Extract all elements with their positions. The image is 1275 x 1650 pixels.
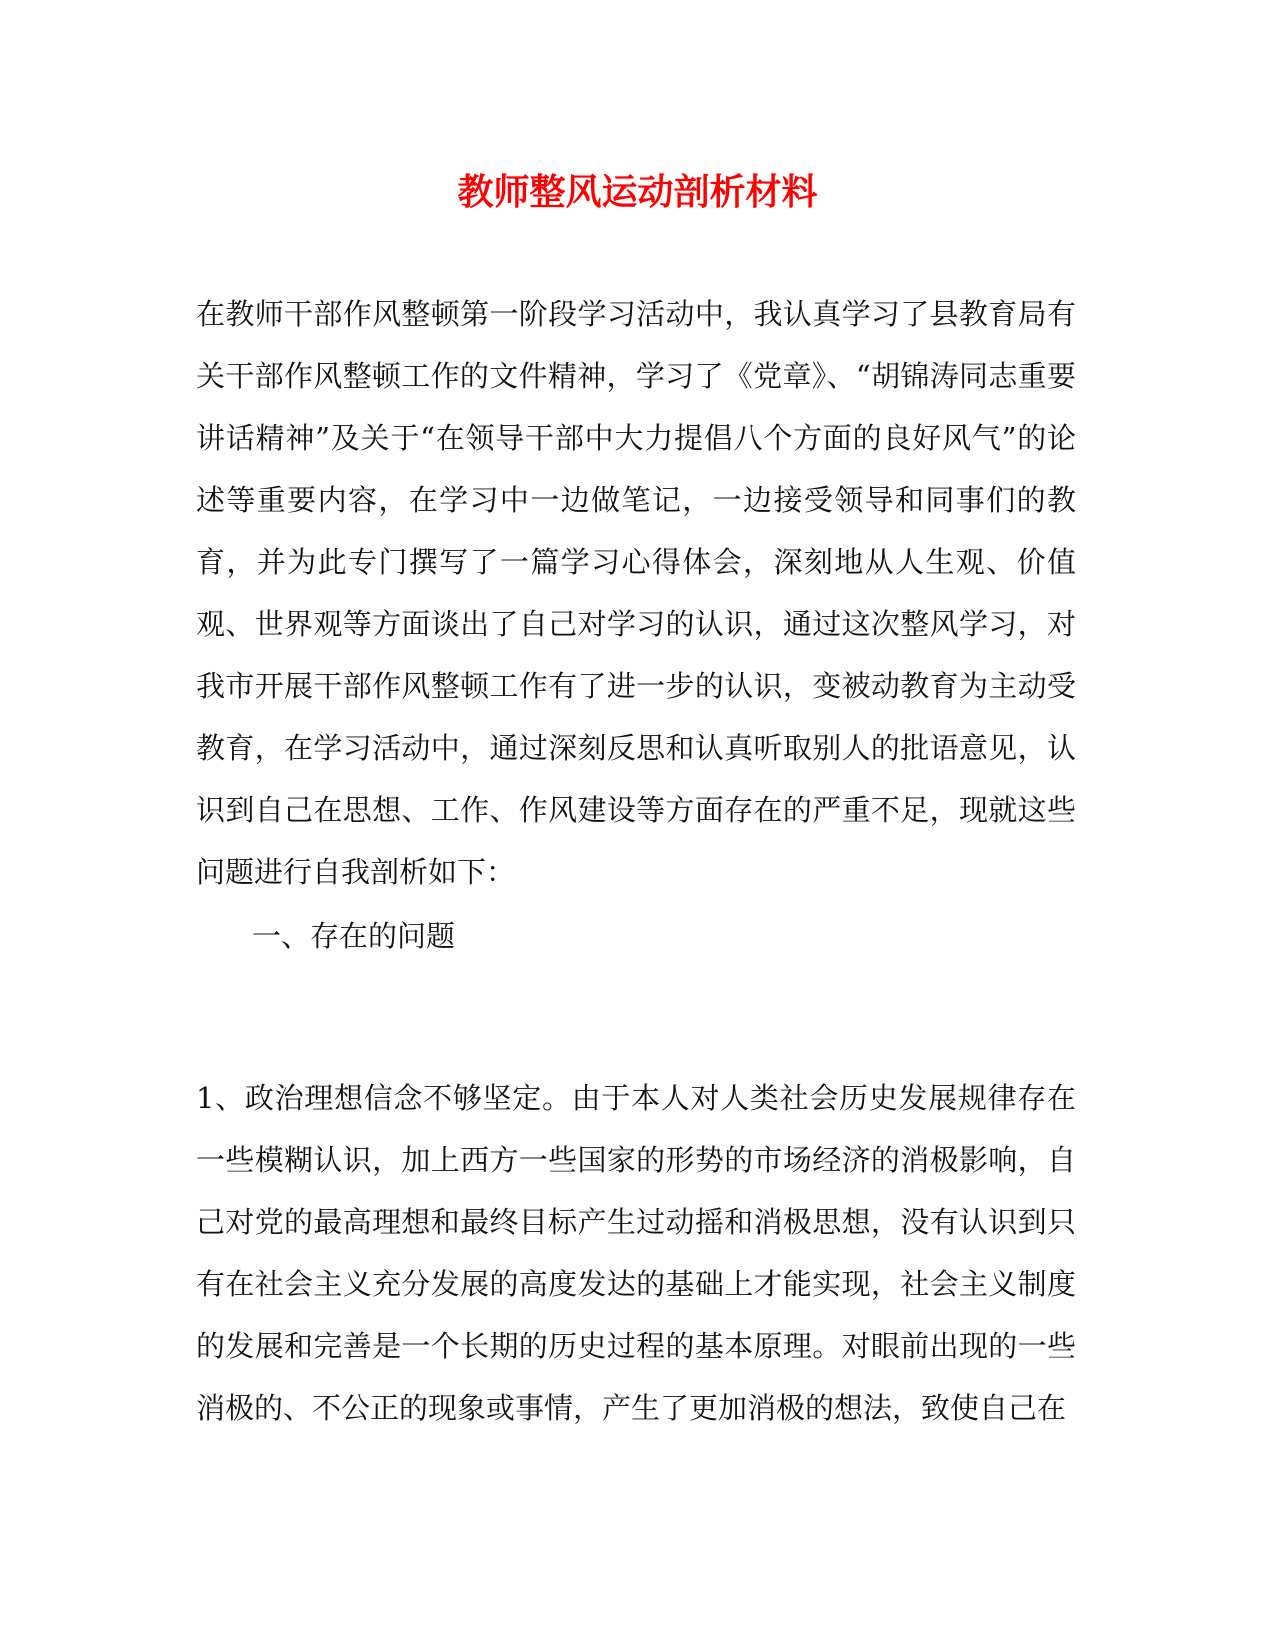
issue-paragraph-1: 1、政治理想信念不够坚定。由于本人对人类社会历史发展规律存在一些模糊认识，加上西方一些国家的形势的市场经济的消极影响，自己对党的最高理想和最终目标产生过动摇和消极思想，没有认识到只有在社会主义充分发展的高度发达的基础上才能实现，社会主义制度的发展和完善是一个长期的历史过程的基本原理。对眼前出现的一些消极的、不公正的现象或事情，产生了更加消极的想法，致使自己在 [196,1081,1076,1425]
intro-paragraph: 在教师干部作风整顿第一阶段学习活动中，我认真学习了县教育局有关干部作风整顿工作的文件精神，学习了《党章》、“胡锦涛同志重要讲话精神”及关于“在领导干部中大力提倡八个方面的良好风气”的论述等重要内容，在学习中一边做笔记，一边接受领导和同事们的教育，并为此专门撰写了一篇学习心得体会，深刻地从人生观、价值观、世界观等方面谈出了自己对学习的认识，通过这次整风学习，对我市开展干部作风整顿工作有了进一步的认识，变被动教育为主动受教育，在学习活动中，通过深刻反思和认真听取别人的批语意见，认识到自己在思想、工作、作风建设等方面存在的严重不足，现就这些问题进行自我剖析如下： [196,297,1076,889]
section-heading: 一、存在的问题 [252,919,456,953]
document-title: 教师整风运动剖析材料 [457,171,818,213]
